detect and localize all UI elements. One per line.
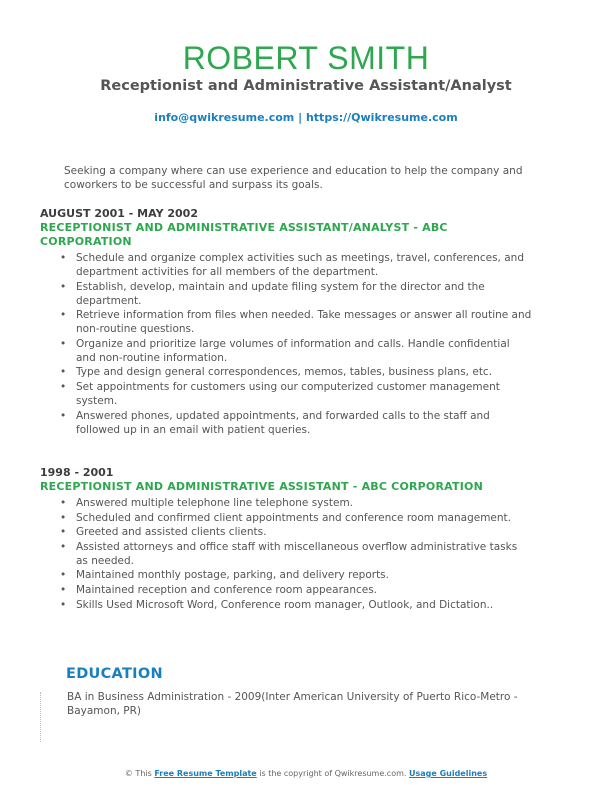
bullet-item: • Answered phones, updated appointments, and forwarded calls to the staff and followed up in an email with patient queries. — [40, 409, 532, 437]
bullet-item: • Organize and prioritize large volumes of information and calls. Handle confidential and non-routine information. — [40, 337, 532, 365]
footer-copyright-text: is the copyright of Qwikresume.com. — [256, 769, 409, 778]
summary-text: Seeking a company where can use experience and education to help the company and coworkers to be successful and surpass its goals. — [64, 165, 523, 191]
experience-dates: 1998 - 2001 — [40, 466, 114, 479]
education-heading: EDUCATION — [66, 666, 163, 682]
bullet-item: • Scheduled and confirmed client appointments and conference room management. — [40, 511, 532, 525]
bullet-item: • Establish, develop, maintain and update filing system for the director and the department. — [40, 280, 532, 308]
footer — [0, 769, 612, 779]
bullet-item: • Maintained monthly postage, parking, and delivery reports. — [40, 568, 532, 582]
experience-bullets — [40, 251, 532, 437]
experience-role: RECEPTIONIST AND ADMINISTRATIVE ASSISTANT - ABC CORPORATION — [40, 480, 483, 493]
bullet-item: • Answered multiple telephone line telephone system. — [40, 496, 532, 510]
contact-separator: | — [294, 111, 306, 124]
experience-entry — [40, 207, 532, 437]
experience-role: RECEPTIONIST AND ADMINISTRATIVE ASSISTANT/ANALYST - ABC CORPORATION — [40, 221, 448, 248]
bullet-item: • Maintained reception and conference room appearances. — [40, 583, 532, 597]
candidate-name: ROBERT SMITH — [182, 40, 430, 76]
bullet-item: • Retrieve information from files when needed. Take messages or answer all routine and non-routine questions. — [40, 308, 532, 336]
experience-entry — [40, 466, 532, 612]
bullet-item: • Skills Used Microsoft Word, Conference room manager, Outlook, and Dictation.. — [40, 598, 532, 612]
contact-line — [0, 111, 612, 125]
experience-bullets — [40, 496, 532, 612]
website-link[interactable]: https://Qwikresume.com — [305, 111, 458, 124]
job-title: Receptionist and Administrative Assistant/Analyst — [100, 78, 512, 94]
usage-guidelines-link[interactable]: Usage Guidelines — [408, 769, 488, 778]
education-divider — [40, 692, 41, 742]
bullet-item: • Assisted attorneys and office staff with miscellaneous overflow administrative tasks as needed. — [40, 540, 532, 568]
bullet-item: • Greeted and assisted clients clients. — [40, 525, 532, 539]
experience-dates: AUGUST 2001 - MAY 2002 — [40, 207, 198, 220]
free-resume-template-link[interactable]: Free Resume Template — [154, 769, 257, 778]
email-link[interactable]: info@qwikresume.com — [154, 111, 295, 124]
bullet-item: • Set appointments for customers using our computerized customer management system. — [40, 380, 532, 408]
bullet-item: • Schedule and organize complex activities such as meetings, travel, conferences, and department activities for all members of the department. — [40, 251, 532, 279]
footer-prefix: © This — [124, 769, 155, 778]
bullet-item: • Type and design general correspondences, memos, tables, business plans, etc. — [40, 365, 532, 379]
education-item: BA in Business Administration - 2009(Inter American University of Puerto Rico-Metro - Bayamon, PR) — [67, 691, 518, 717]
